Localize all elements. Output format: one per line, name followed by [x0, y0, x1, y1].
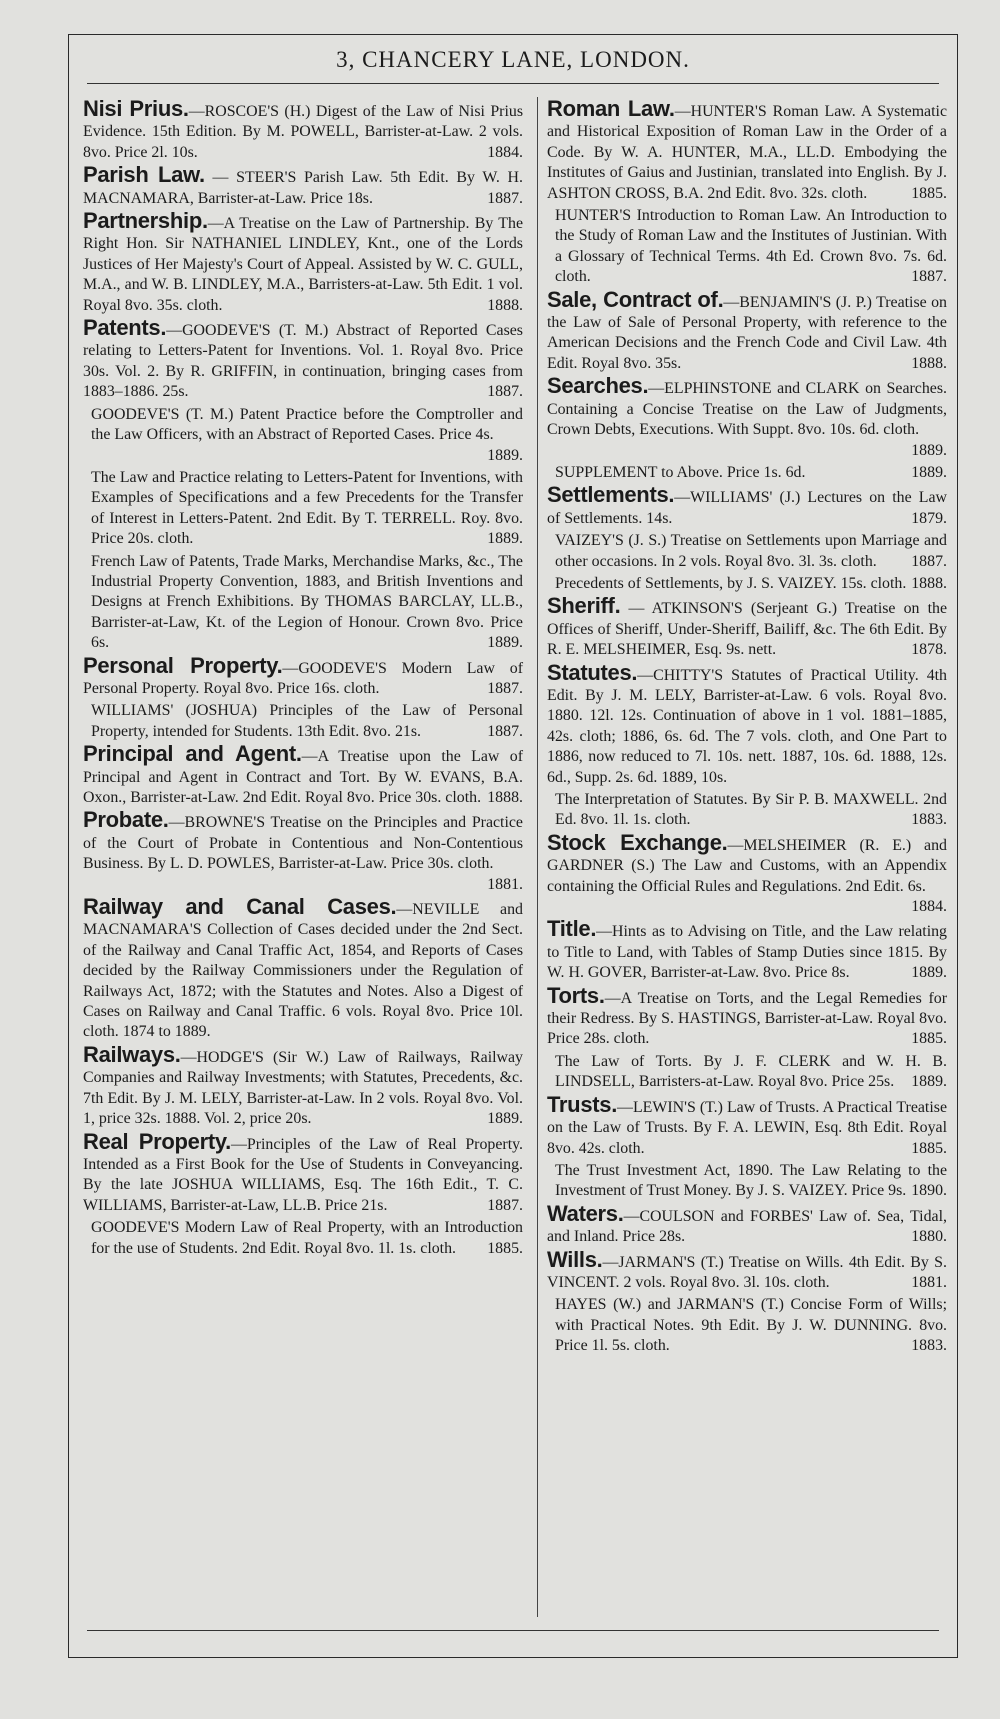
entry-text: GOODEVE'S (T. M.) Patent Practice before the Comptroller and the Law Officers, with an Abstract of Reported Cases. Price 4s.: [91, 405, 523, 444]
catalogue-entry: [83, 315, 523, 403]
entry-heading: Sheriff.: [547, 593, 621, 619]
entry-text: —WILLIAMS' (J.) Lectures on the Law of Settlements. 14s.: [547, 489, 947, 527]
catalogue-subentry: [83, 552, 523, 654]
entry-heading: Real Property.: [83, 1128, 231, 1154]
catalogue-subentry: [547, 206, 947, 288]
entry-text: —COULSON and FORBES' Law of. Sea, Tidal, and Inland. Price 28s.: [547, 1207, 947, 1246]
catalogue-subentry: [547, 1161, 947, 1202]
entry-text: French Law of Patents, Trade Marks, Merchandise Marks, &c., The Industrial Property Convention, 1883, and British Inventions and Designs at French Exhibitions. By THOMAS BARCLAY, LL.B., Barrister-at-Law, Kt. of the Legion of Honour. Crown 8vo. Price 6s.: [91, 552, 523, 652]
entry-text: Precedents of Settlements, by J. S. VAIZEY. 15s. cloth.: [555, 574, 907, 592]
catalogue-subentry: [547, 1295, 947, 1356]
catalogue-entry: [547, 482, 947, 529]
entry-heading: Roman Law.: [547, 96, 675, 121]
catalogue-entry: [83, 894, 523, 1043]
catalogue-entry: [547, 96, 947, 204]
column-divider: [537, 97, 538, 1617]
entry-year: 1890.: [911, 1182, 947, 1200]
entry-text: SUPPLEMENT to Above. Price 1s. 6d.: [555, 463, 806, 481]
catalogue-subentry: [547, 1052, 947, 1093]
entry-heading: Statutes.: [547, 659, 638, 685]
entry-text: — ATKINSON'S (Serjeant G.) Treatise on the Offices of Sheriff, Under-Sheriff, Bailiff, &c. The 6th Edit. By R. E. MELSHEIMER, Esq. 9s. nett.: [547, 600, 947, 659]
catalogue-entry: [547, 1246, 947, 1294]
entry-text: —MELSHEIMER (R. E.) and GARDNER (S.) The Law and Customs, with an Appendix containing the Official Rules and Regulations. 2nd Edit. 6s.: [547, 836, 947, 895]
entry-heading: Settlements.: [547, 482, 675, 508]
entry-year: 1883.: [911, 1337, 947, 1355]
entry-year: 1883.: [911, 811, 947, 829]
entry-text: The Trust Investment Act, 1890. The Law Relating to the Investment of Trust Money. By J. S. VAIZEY. Price 9s.: [555, 1161, 947, 1200]
entry-year: 1887.: [487, 722, 523, 740]
catalogue-entry: [547, 916, 947, 983]
entry-year: 1887.: [911, 268, 947, 286]
entry-heading: Waters.: [547, 1200, 624, 1226]
entry-text: —GOODEVE'S (T. M.) Abstract of Reported Cases relating to Letters-Patent for Inventions. Vol. 1. Royal 8vo. Price 30s. Vol. 2. By R. GRIFFIN, in continuation, bringing cases from 1883–1886. 25s.: [83, 322, 523, 401]
entry-text: —A Treatise on Torts, and the Legal Remedies for their Redress. By S. HASTINGS, Barrister-at-Law. Royal 8vo. Price 28s. cloth.: [547, 989, 947, 1048]
page-frame: [68, 34, 958, 1658]
entry-text: —HUNTER'S Roman Law. A Systematic and Historical Exposition of Roman Law in the Order of a Code. By W. A. HUNTER, M.A., LL.D. Embodying the Institutes of Gaius and Justinian, translated into English. By J. ASHTON CROSS, B.A. 2nd Edit. 8vo. 32s. cloth.: [547, 103, 947, 202]
page-header: 3, CHANCERY LANE, LONDON.: [336, 47, 690, 72]
catalogue-entry: [547, 1200, 947, 1248]
entry-text: —CHITTY'S Statutes of Practical Utility. 4th Edit. By J. M. LELY, Barrister-at-Law. 6 vols. Royal 8vo. 1880. 12l. 12s. Continuation of above in 1 vol. 1881–1885, 42s. cloth; 1886, 6s. 6d. The 7 vols. cloth, and One Part to 1886, now reduced to 7l. 10s. nett. 1887, 10s. 6d. 1888, 12s. 6d., Supp. 2s. 6d. 1889, 10s.: [547, 666, 947, 786]
left-column: [83, 96, 524, 1261]
entry-heading: Searches.: [547, 373, 649, 399]
entry-year: 1889.: [911, 964, 947, 982]
entry-text: —Hints as to Advising on Title, and the Law relating to Title to Land, with Tables of Stamp Duties since 1815. By W. H. GOVER, Barrister-at-Law. 8vo. Price 8s.: [547, 923, 947, 982]
entry-year: 1889.: [487, 1110, 523, 1128]
catalogue-entry: [83, 652, 523, 700]
entry-year: 1889.: [911, 441, 947, 459]
entry-text: HUNTER'S Introduction to Roman Law. An Introduction to the Study of Roman Law and the Institutes of Justinian. With a Glossary of Technical Terms. 4th Ed. Crown 8vo. 7s. 6d. cloth.: [555, 207, 947, 286]
entry-year: 1887.: [487, 679, 523, 697]
catalogue-entry: [83, 208, 523, 316]
entry-text: —BENJAMIN'S (J. P.) Treatise on the Law of Sale of Personal Property, with reference to the American Decisions and the French Code and Civil Law. 4th Edit. Royal 8vo. 35s.: [547, 293, 947, 372]
entry-heading: Principal and Agent.: [83, 741, 302, 767]
entry-text: —HODGE'S (Sir W.) Law of Railways, Railway Companies and Railway Investments; with Statutes, Precedents, &c. 7th Edit. By J. M. LELY, Barrister-at-Law. In 2 vols. Royal 8vo. Vol. 1, price 32s. 1888. Vol. 2, price 20s.: [83, 1048, 523, 1128]
catalogue-entry: [83, 1041, 523, 1130]
catalogue-entry: [83, 96, 524, 163]
entry-year: 1888.: [911, 574, 947, 592]
catalogue-subentry: [547, 790, 947, 831]
catalogue-entry: [83, 741, 523, 808]
entry-year: 1884.: [487, 143, 523, 161]
entry-year: 1885.: [911, 1030, 947, 1048]
entry-heading: Title.: [547, 916, 597, 942]
entry-text: —NEVILLE and MACNAMARA'S Collection of Cases decided under the 2nd Sect. of the Railway and Canal Traffic Act, 1854, and Reports of Cases decided by the Railway Commissioners under the Regulation of Railways Act, 1872; with the Statutes and Notes. Also a Digest of Cases on Railway and Canal Traffic. 6 vols. Royal 8vo. Price 10l. cloth. 1874 to 1889.: [83, 901, 523, 1041]
entry-year: 1885.: [487, 1239, 523, 1257]
catalogue-subentry: [547, 531, 947, 572]
entry-text: —A Treatise on the Law of Partnership. By The Right Hon. Sir NATHANIEL LINDLEY, Knt., one of the Lords Justices of Her Majesty's Court of Appeal. Assisted by W. C. GULL, M.A., and W. B. LINDLEY, M.A., Barristers-at-Law. 5th Edit. 1 vol. Royal 8vo. 35s. cloth.: [83, 215, 523, 314]
right-column: [547, 96, 947, 1359]
catalogue-subentry: [83, 468, 523, 550]
catalogue-entry: [547, 286, 947, 375]
entry-heading: Wills.: [547, 1246, 603, 1272]
entry-year: 1881.: [487, 875, 523, 893]
catalogue-entry: [547, 829, 947, 918]
catalogue-subentry: [83, 701, 523, 742]
entry-year: 1889.: [487, 446, 523, 464]
catalogue-entry: [547, 1091, 947, 1159]
catalogue-entry: [547, 593, 947, 660]
entry-year: 1885.: [911, 184, 947, 202]
footer-rule: [87, 1630, 939, 1631]
entry-year: 1887.: [487, 383, 523, 401]
catalogue-entry: [83, 1128, 523, 1217]
entry-heading: Personal Property.: [83, 652, 283, 678]
entry-year: 1879.: [911, 509, 947, 527]
entry-text: —JARMAN'S (T.) Treatise on Wills. 4th Edit. By S. VINCENT. 2 vols. Royal 8vo. 3l. 10s. cloth.: [547, 1253, 947, 1291]
entry-heading: Probate.: [83, 807, 169, 833]
entry-text: —ELPHINSTONE and CLARK on Searches. Containing a Concise Treatise on the Law of Judgments, Crown Debts, Executions. With Suppt. 8vo. 10s. 6d. cloth.: [547, 380, 947, 439]
entry-text: —GOODEVE'S Modern Law of Personal Property. Royal 8vo. Price 16s. cloth.: [83, 659, 523, 697]
entry-year: 1888.: [911, 354, 947, 372]
entry-text: —Principles of the Law of Real Property. Intended as a First Book for the Use of Students in Conveyancing. By the late JOSHUA WILLIAMS, Esq. The 16th Edit., T. C. WILLIAMS, Barrister-at-Law, LL.B. Price 21s.: [83, 1135, 523, 1214]
catalogue-subentry: [547, 463, 947, 483]
entry-heading: Parish Law.: [83, 162, 205, 188]
entry-year: 1888.: [487, 296, 523, 314]
entry-heading: Stock Exchange.: [547, 829, 728, 855]
entry-year: 1885.: [911, 1139, 947, 1157]
entry-year: 1889.: [911, 1073, 947, 1091]
entry-heading: Sale, Contract of.: [547, 286, 724, 312]
entry-text: WILLIAMS' (JOSHUA) Principles of the Law of Personal Property, intended for Students. 13th Edit. 8vo. 21s.: [91, 702, 523, 740]
entry-year: 1881.: [911, 1273, 947, 1291]
catalogue-entry: [547, 982, 947, 1050]
entry-heading: Partnership.: [83, 208, 208, 234]
entry-year: 1888.: [487, 789, 523, 806]
entry-year: 1887.: [487, 1196, 523, 1214]
entry-heading: Railway and Canal Cases.: [83, 894, 397, 920]
entry-year: 1887.: [487, 189, 523, 207]
entry-text: —ROSCOE'S (H.) Digest of the Law of Nisi Prius Evidence. 15th Edition. By M. POWELL, Barrister-at-Law. 2 vols. 8vo. Price 2l. 10s.: [83, 103, 524, 161]
entry-text: VAIZEY'S (J. S.) Treatise on Settlements upon Marriage and other occasions. In 2 vols. Royal 8vo. 3l. 3s. cloth.: [555, 532, 947, 570]
entry-year: 1878.: [911, 641, 947, 659]
catalogue-entry: [547, 659, 947, 788]
header-rule: [87, 83, 939, 84]
entry-text: —A Treatise upon the Law of Principal and Agent in Contract and Tort. By W. EVANS, B.A. Oxon., Barrister-at-Law. 2nd Edit. Royal 8vo. Price 30s. cloth.: [83, 748, 523, 806]
catalogue-subentry: [83, 405, 523, 466]
entry-year: 1880.: [911, 1228, 947, 1246]
catalogue-entry: [83, 807, 523, 895]
entry-heading: Torts.: [547, 982, 605, 1008]
entry-heading: Trusts.: [547, 1091, 618, 1117]
entry-year: 1884.: [911, 898, 947, 916]
entry-text: HAYES (W.) and JARMAN'S (T.) Concise Form of Wills; with Practical Notes. 9th Edit. By J. W. DUNNING. 8vo. Price 1l. 5s. cloth.: [555, 1296, 947, 1355]
entry-year: 1889.: [487, 634, 523, 652]
catalogue-entry: [547, 373, 947, 461]
entry-year: 1889.: [487, 530, 523, 548]
entry-text: GOODEVE'S Modern Law of Real Property, with an Introduction for the use of Students. 2nd Edit. Royal 8vo. 1l. 1s. cloth.: [91, 1219, 523, 1257]
entry-heading: Nisi Prius.: [83, 96, 189, 121]
entry-text: — STEER'S Parish Law. 5th Edit. By W. H. MACNAMARA, Barrister-at-Law. Price 18s.: [83, 169, 523, 207]
catalogue-subentry: [547, 574, 947, 594]
entry-text: The Law and Practice relating to Letters-Patent for Inventions, with Examples of Specifications and a few Precedents for the Transfer of Interest in Letters-Patent. 2nd Edit. By T. TERRELL. Roy. 8vo. Price 20s. cloth.: [91, 468, 523, 548]
entry-text: The Law of Torts. By J. F. CLERK and W. H. B. LINDSELL, Barristers-at-Law. Royal 8vo. Price 25s.: [555, 1052, 947, 1091]
entry-text: —BROWNE'S Treatise on the Principles and Practice of the Court of Probate in Contentious and Non-Contentious Business. By L. D. POWLES, Barrister-at-Law. Price 30s. cloth.: [83, 814, 523, 873]
catalogue-entry: [83, 162, 523, 209]
entry-year: 1887.: [911, 552, 947, 570]
entry-year: 1889.: [911, 463, 947, 481]
entry-text: The Interpretation of Statutes. By Sir P. B. MAXWELL. 2nd Ed. 8vo. 1l. 1s. cloth.: [555, 791, 947, 829]
entry-heading: Patents.: [83, 315, 167, 341]
entry-text: —LEWIN'S (T.) Law of Trusts. A Practical Treatise on the Law of Trusts. By F. A. LEWIN, Esq. 8th Edit. Royal 8vo. 42s. cloth.: [547, 1098, 947, 1157]
catalogue-subentry: [83, 1218, 523, 1259]
entry-heading: Railways.: [83, 1041, 181, 1067]
